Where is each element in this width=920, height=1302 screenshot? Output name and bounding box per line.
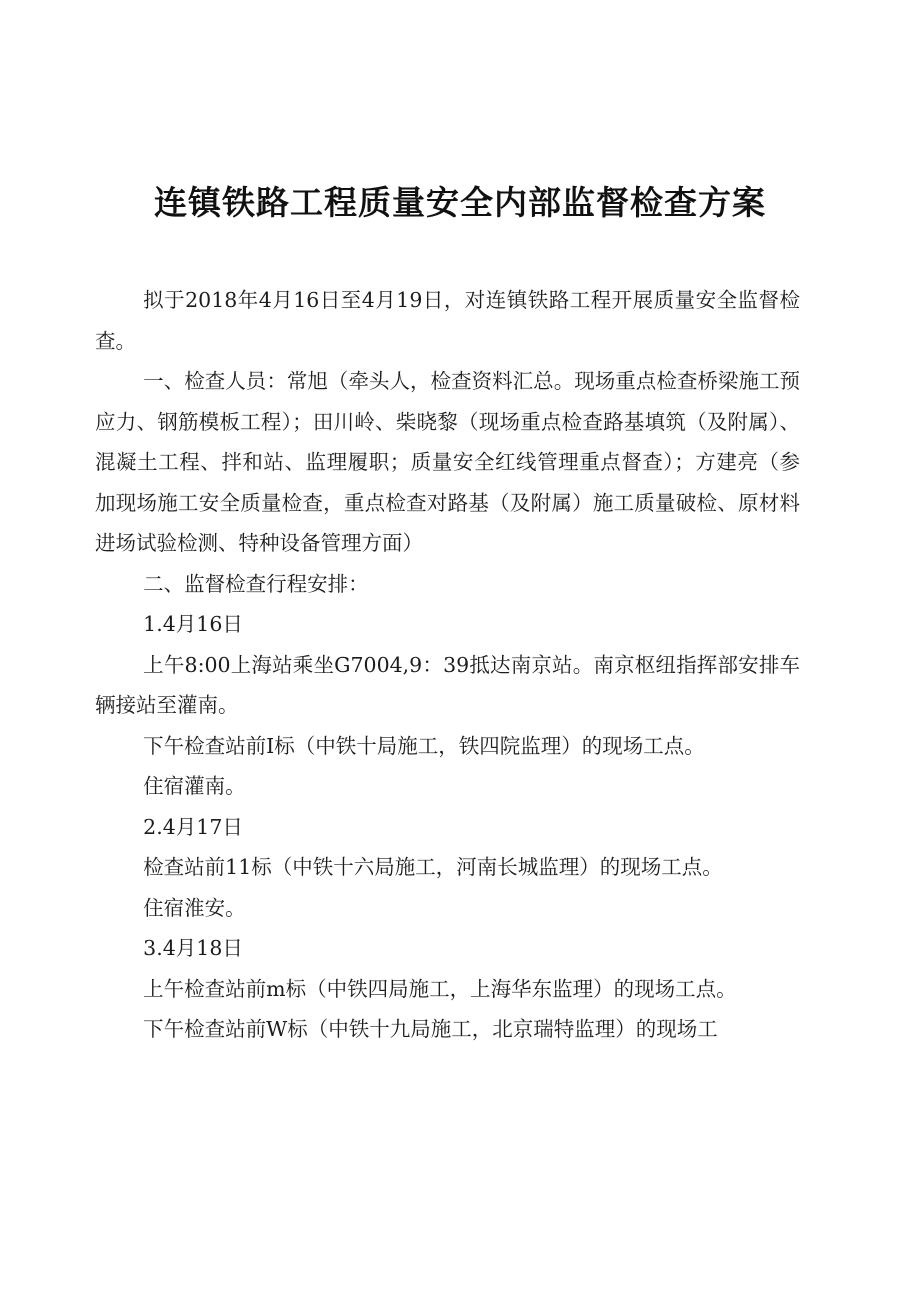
day-2-lodging: 住宿淮安。 xyxy=(143,895,246,920)
day-3-afternoon-paragraph: 下午检查站前W标（中铁十九局施工，北京瑞特监理）的现场工 xyxy=(143,1017,718,1041)
day-1-morning-paragraph: 上午8:00上海站乘坐G7004,9：39抵达南京站。南京枢纽指挥部安排车辆接站至灌南。 xyxy=(95,652,800,717)
day-1-lodging: 住宿灌南。 xyxy=(143,774,246,798)
day-1-afternoon-paragraph: 下午检查站前I标（中铁十局施工，铁四院监理）的现场工点。 xyxy=(143,733,705,758)
document-title: 连镇铁路工程质量安全内部监督检查方案 xyxy=(154,183,766,222)
day-1-heading: 1.4月16日 xyxy=(143,612,243,636)
inspection-staff-paragraph: 一、检查人员：常旭（牵头人，检查资料汇总。现场重点检查桥梁施工预应力、钢筋模板工程）；田川岭、柴晓黎（现场重点检查路基填筑（及附属）、混凝土工程、拌和站、监理履职；质量安全红线管理重点督查）；方建亮（参加现场施工安全质量检查，重点检查对路基（及附属）施工质量破检、原材料进场试验检测、特种设备管理方面） xyxy=(95,369,800,555)
day-3-morning-paragraph: 上午检查站前m标（中铁四局施工，上海华东监理）的现场工点。 xyxy=(143,976,737,1001)
day-2-inspection-paragraph: 检查站前11标（中铁十六局施工，河南长城监理）的现场工点。 xyxy=(143,855,723,879)
document-body xyxy=(95,280,800,1050)
day-2-heading: 2.4月17日 xyxy=(143,814,243,839)
day-3-heading: 3.4月18日 xyxy=(143,936,243,960)
intro-paragraph: 拟于2018年4月16日至4月19日，对连镇铁路工程开展质量安全监督检查。 xyxy=(95,288,800,353)
schedule-heading: 二、监督检查行程安排： xyxy=(143,571,369,596)
